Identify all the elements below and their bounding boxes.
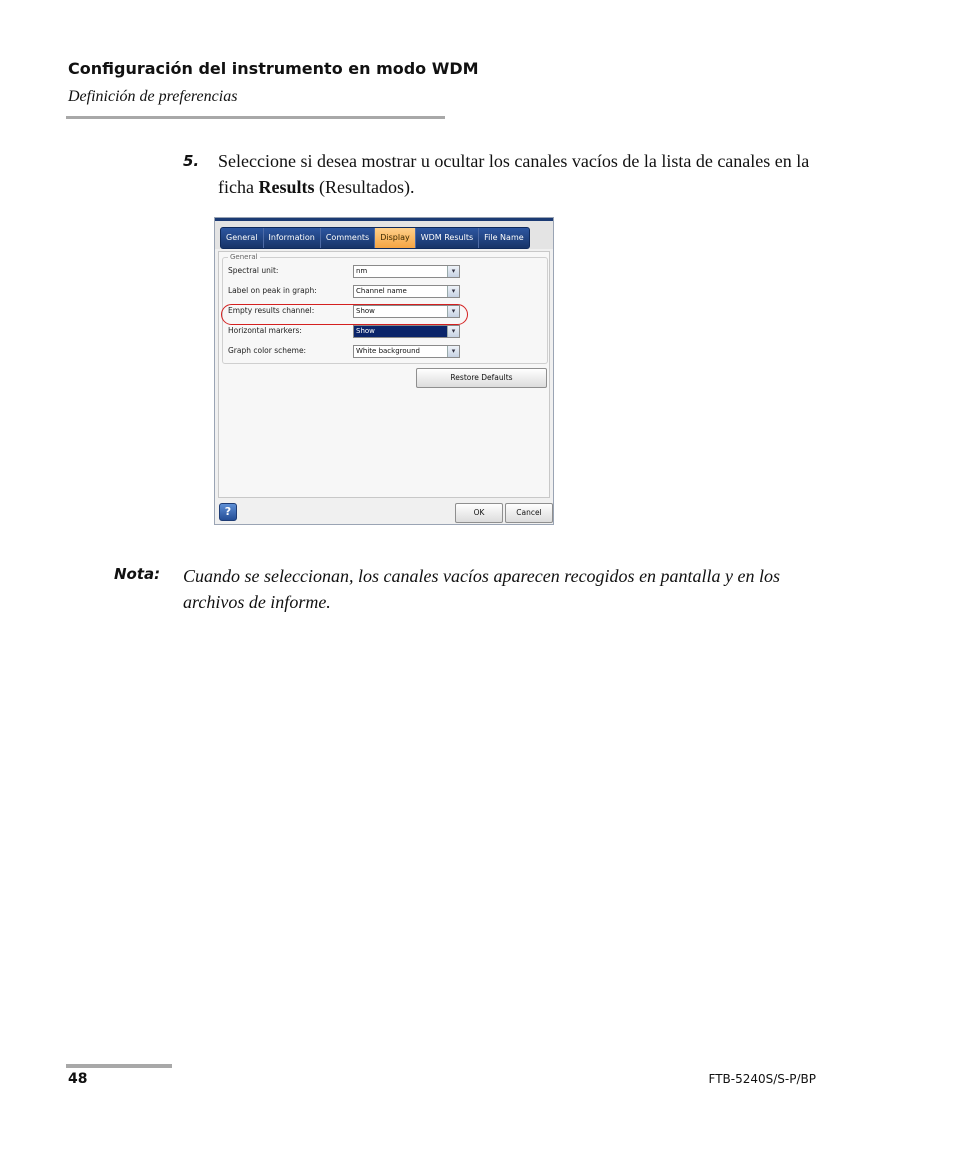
tab-comments[interactable]: Comments xyxy=(321,228,375,248)
group-title: General xyxy=(230,253,258,261)
empty-results-channel-label: Empty results channel: xyxy=(228,306,315,315)
step-text-bold: Results xyxy=(258,177,315,197)
chevron-down-icon[interactable]: ▾ xyxy=(447,266,459,277)
step-text-start: Seleccione si desea mostrar u ocultar los canales vacíos de la lista de canales en la ficha xyxy=(218,151,810,197)
tab-file-name[interactable]: File Name xyxy=(479,228,529,248)
header-divider xyxy=(66,116,445,119)
label-on-peak-select[interactable] xyxy=(353,285,460,298)
label-on-peak-label: Label on peak in graph: xyxy=(228,286,317,295)
chevron-down-icon[interactable]: ▾ xyxy=(447,326,459,337)
preferences-dialog xyxy=(214,217,554,525)
step-text xyxy=(218,148,823,200)
tab-content xyxy=(218,251,550,498)
chevron-down-icon[interactable]: ▾ xyxy=(447,286,459,297)
horizontal-markers-label: Horizontal markers: xyxy=(228,326,302,335)
spectral-unit-label: Spectral unit: xyxy=(228,266,279,275)
note-label: Nota: xyxy=(114,565,161,583)
horizontal-markers-value: Show xyxy=(356,327,375,335)
help-icon[interactable]: ? xyxy=(219,503,237,521)
ok-button[interactable]: OK xyxy=(455,503,503,523)
empty-results-channel-value: Show xyxy=(356,307,375,315)
section-subtitle: Definición de preferencias xyxy=(68,88,238,105)
cancel-button[interactable]: Cancel xyxy=(505,503,553,523)
tab-wdm-results[interactable]: WDM Results xyxy=(416,228,479,248)
graph-color-scheme-select[interactable] xyxy=(353,345,460,358)
document-id: FTB-5240S/S-P/BP xyxy=(708,1072,816,1086)
chevron-down-icon[interactable]: ▾ xyxy=(447,306,459,317)
tab-strip xyxy=(220,227,530,249)
dialog-footer xyxy=(215,500,553,524)
horizontal-markers-select[interactable] xyxy=(353,325,460,338)
note-text: Cuando se seleccionan, los canales vacíos aparecen recogidos en pantalla y en los archivos de informe. xyxy=(183,566,781,612)
label-on-peak-value: Channel name xyxy=(356,287,407,295)
restore-defaults-button[interactable]: Restore Defaults xyxy=(416,368,547,388)
step-text-end: (Resultados). xyxy=(314,177,415,197)
spectral-unit-value: nm xyxy=(356,267,368,275)
page-number: 48 xyxy=(68,1071,88,1087)
footer-divider xyxy=(66,1064,172,1068)
chevron-down-icon[interactable]: ▾ xyxy=(447,346,459,357)
step-number: 5. xyxy=(183,152,200,170)
tab-information[interactable]: Information xyxy=(264,228,321,248)
tab-general[interactable]: General xyxy=(221,228,264,248)
tab-display[interactable]: Display xyxy=(375,228,416,248)
graph-color-scheme-label: Graph color scheme: xyxy=(228,346,307,355)
tab-bar xyxy=(215,218,553,249)
section-title: Configuración del instrumento en modo WDM xyxy=(68,59,479,78)
step-5 xyxy=(183,148,823,200)
graph-color-scheme-value: White background xyxy=(356,347,420,355)
empty-results-channel-select[interactable] xyxy=(353,305,460,318)
spectral-unit-select[interactable] xyxy=(353,265,460,278)
general-group xyxy=(222,253,548,364)
